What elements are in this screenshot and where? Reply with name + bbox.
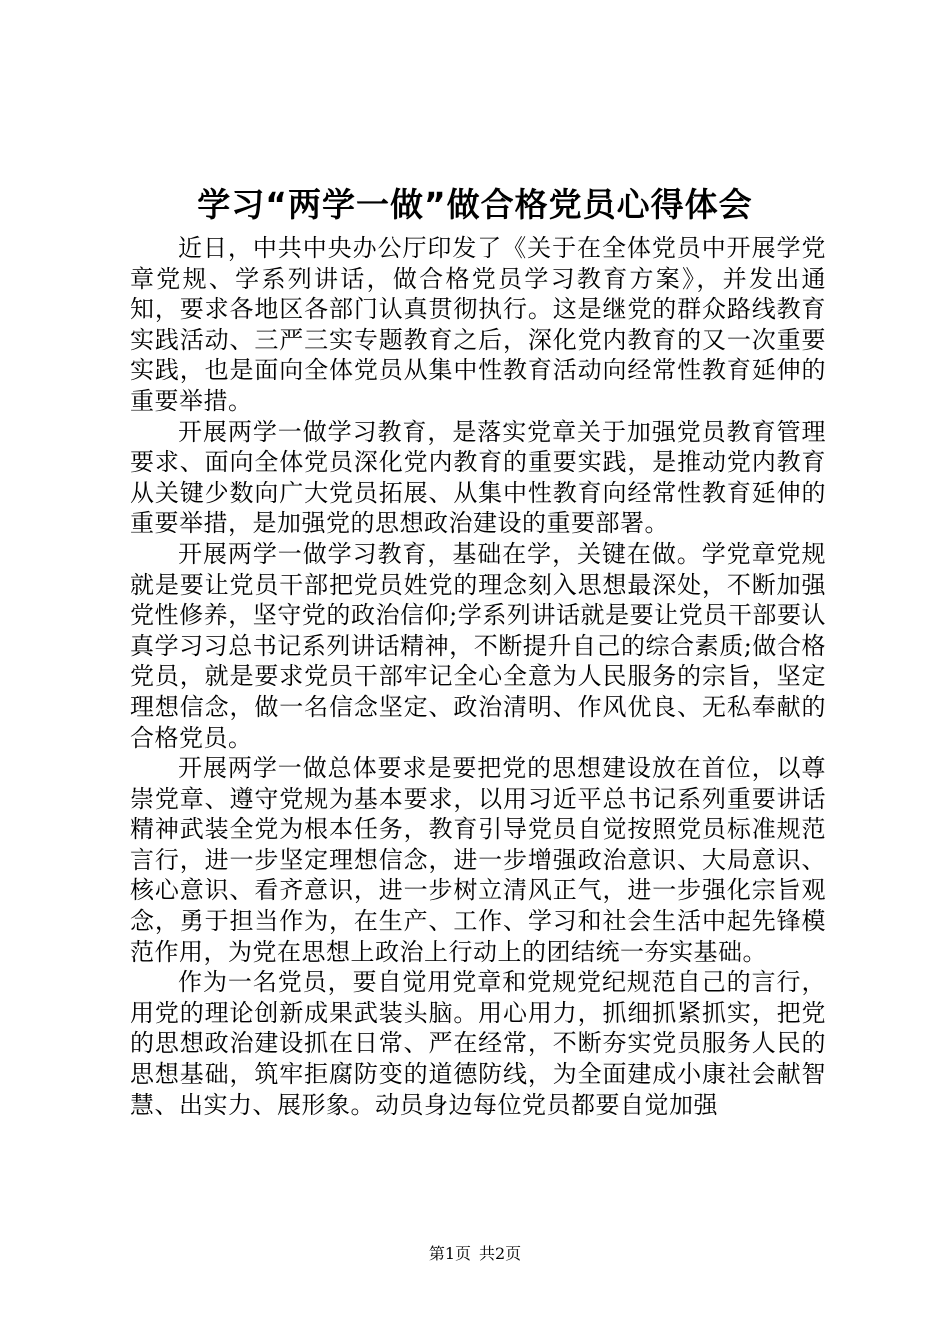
paragraph: 作为一名党员，要自觉用党章和党规党纪规范自己的言行，用党的理论创新成果武装头脑。用心用力，抓细抓紧抓实，把党的思想政治建设抓在日常、严在经常，不断夯实党员服务人民的思想基础，筑牢拒腐防变的道德防线，为全面建成小康社会献智慧、出实力、展形象。动员身边每位党员都要自觉加强 <box>130 968 826 1119</box>
document-body <box>130 233 826 1120</box>
page-number: 第1页 <box>428 1244 471 1263</box>
page-total: 共2页 <box>479 1244 522 1263</box>
paragraph: 开展两学一做学习教育，是落实党章关于加强党员教育管理要求、面向全体党员深化党内教育的重要实践，是推动党内教育从关键少数向广大党员拓展、从集中性教育向经常性教育延伸的重要举措，是加强党的思想政治建设的重要部署。 <box>130 417 826 538</box>
paragraph: 近日，中共中央办公厅印发了《关于在全体党员中开展学党章党规、学系列讲话，做合格党员学习教育方案》，并发出通知，要求各地区各部门认真贯彻执行。这是继党的群众路线教育实践活动、三严三实专题教育之后，深化党内教育的又一次重要实践，也是面向全体党员从集中性教育活动向经常性教育延伸的重要举措。 <box>130 234 826 415</box>
paragraph: 开展两学一做学习教育，基础在学，关键在做。学党章党规就是要让党员干部把党员姓党的理念刻入思想最深处，不断加强党性修养，坚守党的政治信仰;学系列讲话就是要让党员干部要认真学习习总书记系列讲话精神，不断提升自己的综合素质;做合格党员，就是要求党员干部牢记全心全意为人民服务的宗旨，坚定理想信念，做一名信念坚定、政治清明、作风优良、无私奉献的合格党员。 <box>130 539 826 752</box>
document-title: 学习“两学一做”做合格党员心得体会 <box>197 185 753 224</box>
page-footer <box>0 1243 950 1265</box>
paragraph: 开展两学一做总体要求是要把党的思想建设放在首位，以尊崇党章、遵守党规为基本要求，以用习近平总书记系列重要讲话精神武装全党为根本任务，教育引导党员自觉按照党员标准规范言行，进一步坚定理想信念，进一步增强政治意识、大局意识、核心意识、看齐意识，进一步树立清风正气，进一步强化宗旨观念，勇于担当作为，在生产、工作、学习和社会生活中起先锋模范作用，为党在思想上政治上行动上的团结统一夯实基础。 <box>130 754 826 966</box>
